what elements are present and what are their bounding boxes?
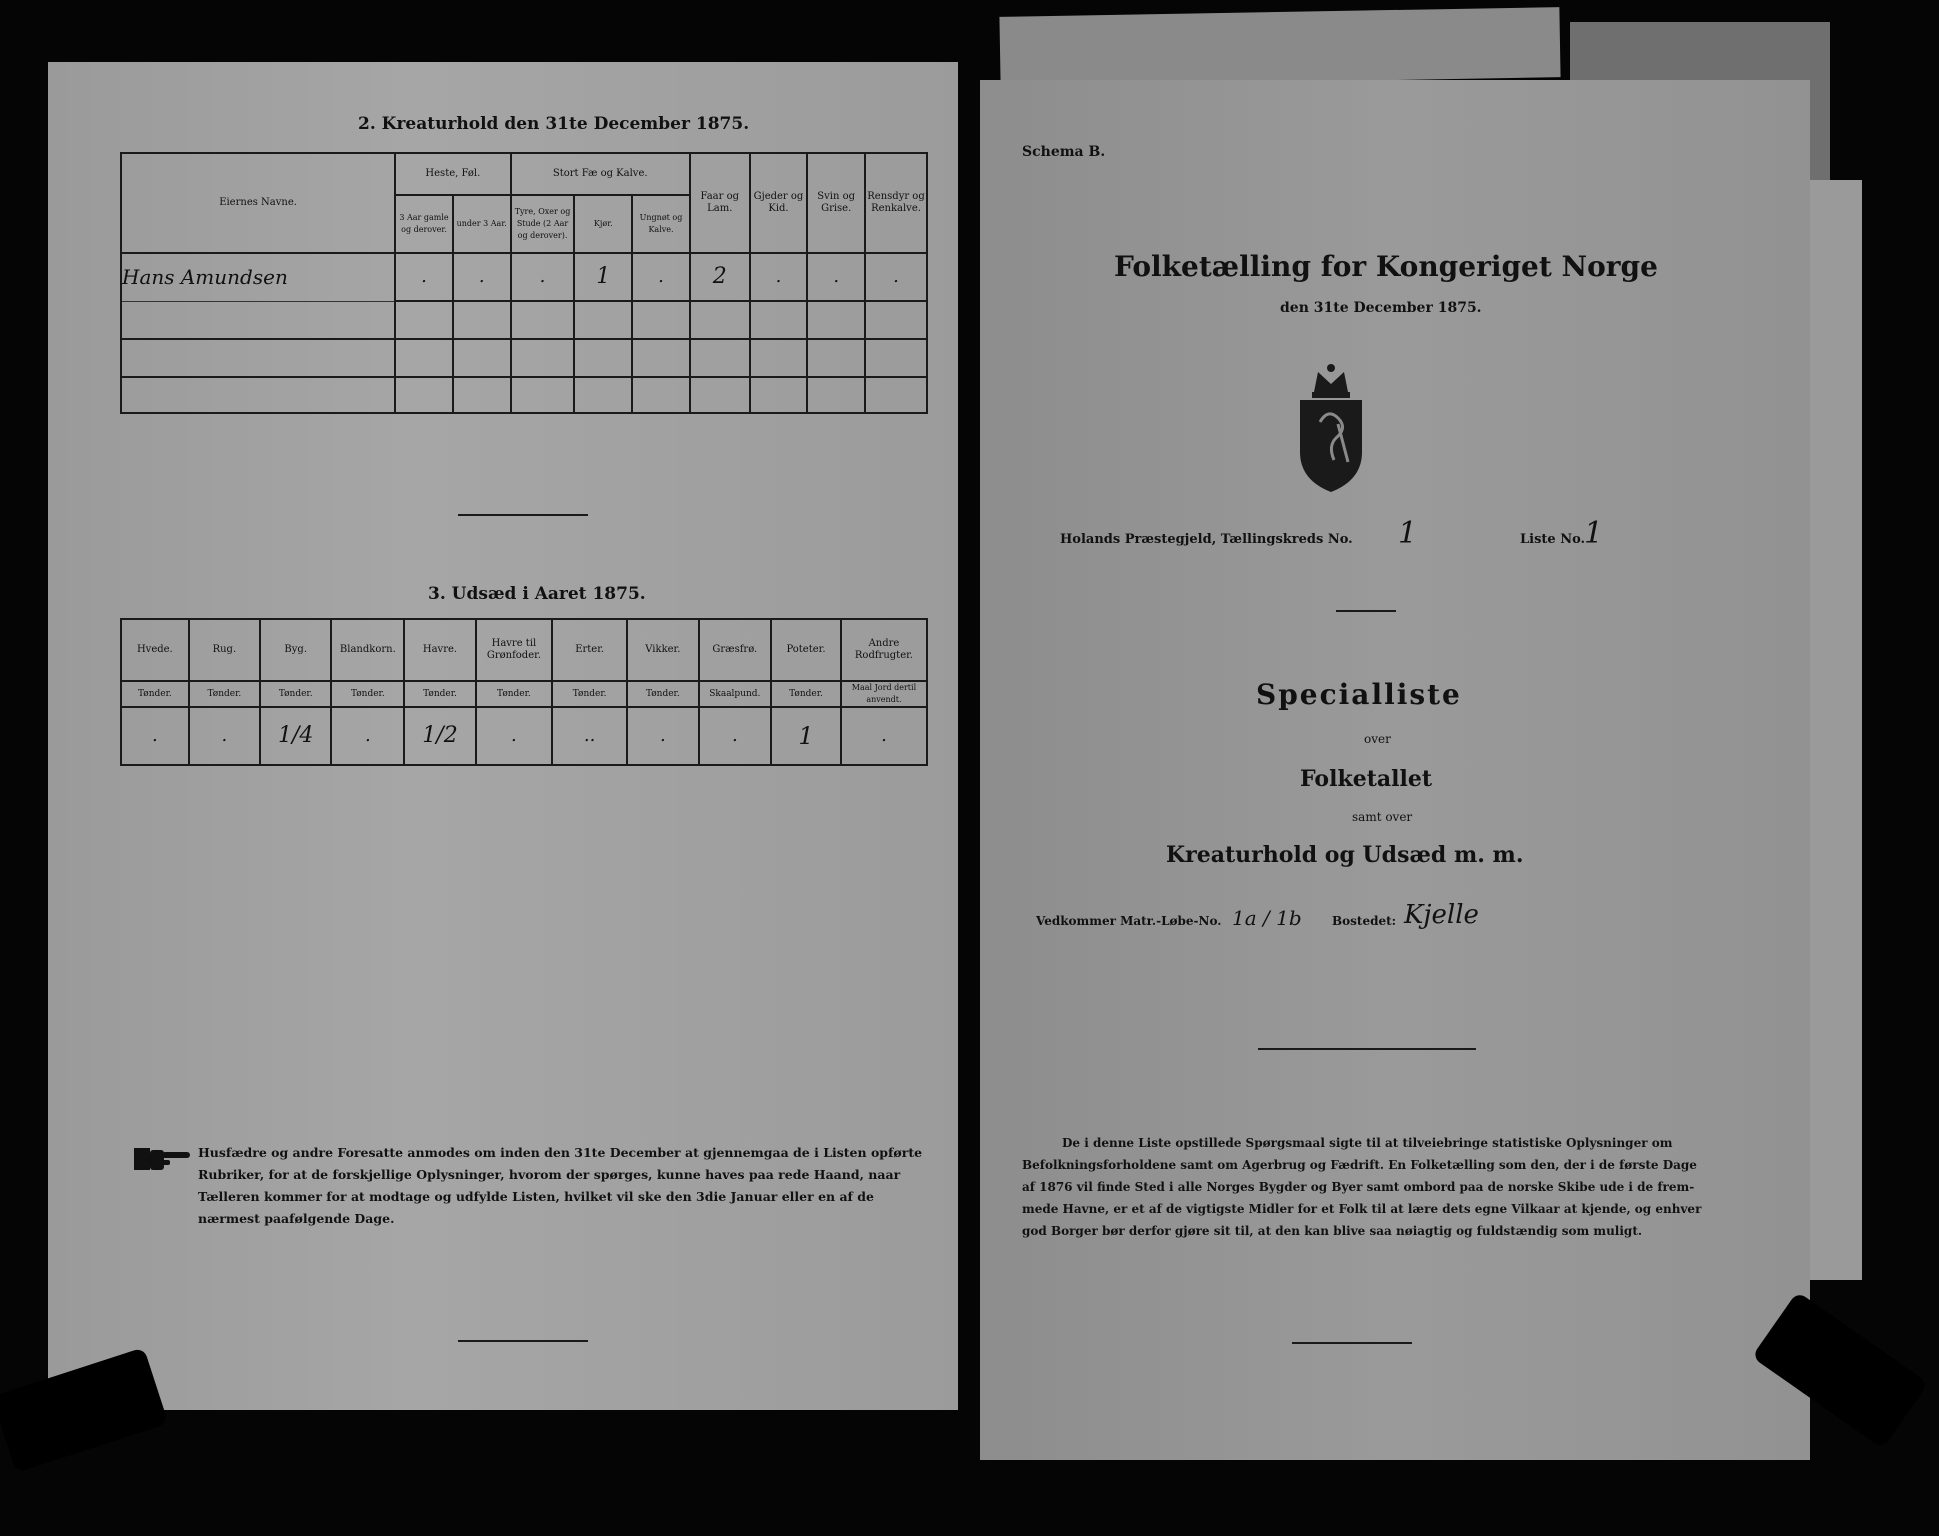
- col-faar: Faar og Lam.: [690, 153, 750, 253]
- h-vikker: Vikker.: [627, 619, 698, 681]
- h-hvede: Hvede.: [121, 619, 189, 681]
- table-row: [121, 253, 927, 301]
- cell: 1: [771, 707, 841, 765]
- notice-line: nærmest paafølgende Dage.: [198, 1211, 395, 1226]
- cell: .: [841, 707, 927, 765]
- cell: .: [189, 707, 260, 765]
- col-svin: Svin og Grise.: [807, 153, 865, 253]
- divider: [458, 1340, 588, 1342]
- h-graesfro: Græsfrø.: [699, 619, 772, 681]
- unit: Tønder.: [771, 681, 841, 707]
- liste-label: Liste No.: [1520, 532, 1586, 547]
- kreaturhold-text: Kreaturhold og Udsæd m. m.: [1166, 842, 1524, 868]
- h-poteter: Poteter.: [771, 619, 841, 681]
- divider: [1292, 1342, 1412, 1344]
- over-text: over: [1364, 732, 1391, 746]
- unit: Tønder.: [476, 681, 552, 707]
- section2-title: 2. Kreaturhold den 31te December 1875.: [358, 114, 750, 134]
- h-rug: Rug.: [189, 619, 260, 681]
- h-blandkorn: Blandkorn.: [331, 619, 404, 681]
- h-havre: Havre.: [404, 619, 475, 681]
- cell: .: [331, 707, 404, 765]
- info-line: Befolkningsforholdene samt om Agerbrug og Fædrift. En Folketælling som den, der i de første Dage: [1022, 1158, 1697, 1172]
- sowing-table: [120, 618, 928, 766]
- h-andre: Andre Rodfrugter.: [841, 619, 927, 681]
- unit: Tønder.: [189, 681, 260, 707]
- coat-of-arms-icon: [1286, 362, 1376, 498]
- divider: [458, 514, 588, 516]
- page-date: den 31te December 1875.: [1280, 300, 1482, 316]
- unit: Tønder.: [260, 681, 331, 707]
- info-line: De i denne Liste opstillede Spørgsmaal sigte til at tilveiebringe statistiske Oplysninger om: [1062, 1136, 1673, 1150]
- unit: Tønder.: [121, 681, 189, 707]
- group-storfe: Stort Fæ og Kalve.: [511, 153, 690, 195]
- notice-line: Husfædre og andre Foresatte anmodes om inden den 31te December at gjennemgaa de i Listen opførte: [198, 1145, 923, 1160]
- unit: Maal Jord dertil anvendt.: [841, 681, 927, 707]
- cell: .: [395, 253, 453, 301]
- samt-over-text: samt over: [1352, 810, 1413, 824]
- table-row: [121, 707, 927, 765]
- cell: .: [121, 707, 189, 765]
- col-gjeder: Gjeder og Kid.: [750, 153, 808, 253]
- unit: Tønder.: [627, 681, 698, 707]
- liste-no: 1: [1584, 516, 1604, 551]
- cell: .: [476, 707, 552, 765]
- section3-title: 3. Udsæd i Aaret 1875.: [428, 584, 646, 604]
- sub-tyre: Tyre, Oxer og Stude (2 Aar og derover).: [511, 195, 575, 253]
- info-line: god Borger bør derfor gjøre sit til, at den kan blive saa nøiagtig og fuldstændig som muligt.: [1022, 1224, 1643, 1238]
- cell: .: [453, 253, 511, 301]
- matr-value: 1a / 1b: [1232, 906, 1302, 930]
- sub-kjor: Kjør.: [574, 195, 632, 253]
- sub-under3: under 3 Aar.: [453, 195, 511, 253]
- h-havre-gronfoder: Havre til Grønfoder.: [476, 619, 552, 681]
- unit: Skaalpund.: [699, 681, 772, 707]
- divider: [1258, 1048, 1476, 1050]
- prestegjeld-label: Holands Præstegjeld, Tællingskreds No.: [1060, 532, 1353, 547]
- cell: .: [627, 707, 698, 765]
- cell: ..: [552, 707, 627, 765]
- livestock-table: [120, 152, 928, 414]
- right-page: [980, 80, 1810, 1460]
- notice-text: [198, 1142, 922, 1230]
- cell: .: [511, 253, 575, 301]
- h-byg: Byg.: [260, 619, 331, 681]
- cell: .: [632, 253, 690, 301]
- cell: 1/4: [260, 707, 331, 765]
- h-erter: Erter.: [552, 619, 627, 681]
- left-page: [48, 62, 958, 1410]
- page-title: Folketælling for Kongeriget Norge: [1114, 250, 1658, 283]
- bostedet-label: Bostedet:: [1332, 914, 1397, 928]
- cell: 2: [690, 253, 750, 301]
- col-owner-name: Eiernes Navne.: [121, 153, 395, 253]
- schema-label: Schema B.: [1022, 144, 1106, 160]
- cell: 1/2: [404, 707, 475, 765]
- cell: .: [807, 253, 865, 301]
- sub-ungnot: Ungnøt og Kalve.: [632, 195, 690, 253]
- folketallet-text: Folketallet: [1300, 766, 1432, 792]
- notice-line: Rubriker, for at de forskjellige Oplysninger, hvorom der spørges, kunne haves paa rede Haand, naar: [198, 1167, 901, 1182]
- col-rensdyr: Rensdyr og Renkalve.: [865, 153, 927, 253]
- divider: [1336, 610, 1396, 612]
- unit: Tønder.: [404, 681, 475, 707]
- pointing-hand-icon: [132, 1140, 192, 1180]
- clamp-left: [0, 1347, 168, 1473]
- cell: 1: [574, 253, 632, 301]
- info-text: [1022, 1132, 1701, 1242]
- unit: Tønder.: [552, 681, 627, 707]
- info-line: af 1876 vil finde Sted i alle Norges Bygder og Byer samt ombord paa de norske Skibe ude i de frem-: [1022, 1180, 1695, 1194]
- special-title: Specialliste: [1256, 678, 1462, 711]
- bostedet-value: Kjelle: [1404, 900, 1479, 930]
- unit: Tønder.: [331, 681, 404, 707]
- cell: .: [699, 707, 772, 765]
- owner-name: Hans Amundsen: [121, 253, 395, 301]
- group-heste: Heste, Føl.: [395, 153, 510, 195]
- cell: .: [750, 253, 808, 301]
- matr-label: Vedkommer Matr.-Løbe-No.: [1036, 914, 1222, 928]
- info-line: mede Havne, er et af de vigtigste Midler for et Folk til at lære dets egne Vilkaar at kjende, og enhver: [1022, 1202, 1702, 1216]
- kreds-no: 1: [1398, 516, 1418, 551]
- notice-line: Tælleren kommer for at modtage og udfylde Listen, hvilket vil ske den 3die Januar eller en af de: [198, 1189, 874, 1204]
- cell: .: [865, 253, 927, 301]
- sub-3aar: 3 Aar gamle og derover.: [395, 195, 453, 253]
